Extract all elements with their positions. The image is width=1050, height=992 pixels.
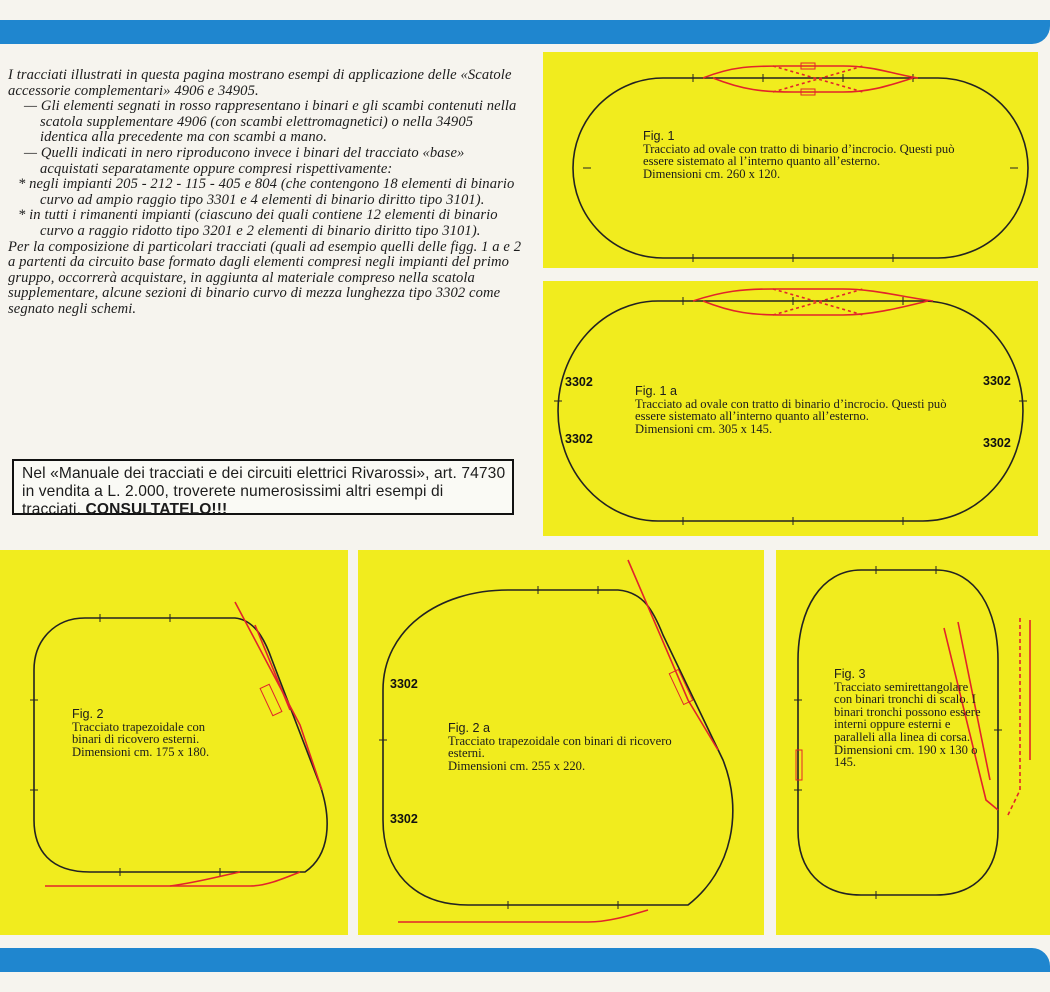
bottom-blue-band [0,948,1050,972]
fig3-caption [834,668,984,769]
fig1a-panel [543,281,1038,536]
fig1a-dims: Dimensioni cm. 305 x 145. [635,421,773,436]
intro-composition-note: Per la composizione di particolari tracciati (quali ad esempio quelli delle figg. 1 a e 2 a partenti da circuito base formato dagli elementi compresi negli impianti del primo gruppo, occorrerà acquistare, in aggiunta al materiale compreso nella scatola supplementare, alcune sezioni di binario curvo di mezza lunghezza tipo 3302 come segnato negli schemi. [8,238,522,317]
fig3-text: Tracciato semirettangolare con binari tronchi di scalo. I binari tronchi possono essere interni oppure esterni e paralleli alla linea di corsa. [834,679,981,744]
fig1-label: Fig. 1 [643,129,675,143]
fig3-dims: Dimensioni cm. 190 x 130 o 145. [834,742,978,770]
fig2a-dims: Dimensioni cm. 255 x 220. [448,758,586,773]
callout-emphasis: CONSULTATELO!!! [85,501,228,518]
fig2-dims: Dimensioni cm. 175 x 180. [72,744,210,759]
intro-paragraph: I tracciati illustrati in questa pagina mostrano esempi di applicazione delle «Scatole accessorie complementari» 4906 e 34905. [8,67,512,99]
fig1a-label-3302-right-top: 3302 [983,374,1011,388]
manual-callout [12,459,514,518]
fig2a-label-3302-top: 3302 [390,677,418,691]
fig2a-text: Tracciato trapezoidale con binari di ricovero esterni. [448,733,672,761]
fig1a-label-3302-right-bottom: 3302 [983,436,1011,450]
fig3-label: Fig. 3 [834,667,866,681]
fig1-caption [643,130,973,180]
fig2a-label: Fig. 2 a [448,721,490,735]
intro-bullet-2: * in tutti i rimanenti impianti (ciascuno dei quali contiene 12 elementi di binario curvo a raggio ridotto tipo 3201 e 2 elementi di binario diritto tipo 3101). [18,207,498,239]
fig1-panel [543,52,1038,268]
fig1-text: Tracciato ad ovale con tratto di binario d’incrocio. Questi può essere sistemato al l’interno quanto all’esterno. [643,141,955,169]
intro-black-note: — Quelli indicati in nero riproducono invece i binari del tracciato «base» acquistati separatamente oppure compresi rispettivamente: [24,144,465,177]
intro-red-note: — Gli elementi segnati in rosso rappresentano i binari e gli scambi contenuti nella scatola supplementare 4906 (con scambi elettromagnetici) o nella 34905 identica alla precedente ma con scambi a mano. [24,98,517,146]
intro-text [8,68,522,318]
fig2a-caption [448,722,708,772]
fig3-panel [776,550,1050,935]
fig1a-caption [635,385,965,435]
fig2-text: Tracciato trapezoidale con binari di ricovero esterni. [72,719,206,747]
fig1a-label-3302-left-bottom: 3302 [565,432,593,446]
fig2-label: Fig. 2 [72,707,104,721]
fig2-panel [0,550,348,935]
fig1-dims: Dimensioni cm. 260 x 120. [643,166,781,181]
callout-text: Nel «Manuale dei tracciati e dei circuiti elettrici Rivarossi», art. 74730 in vendita a L. 2.000, troverete numerosissimi altri esempi di tracciati. [22,465,506,518]
fig2a-panel [358,550,764,935]
fig2-caption [72,708,232,758]
top-blue-band [0,20,1050,44]
intro-bullet-1: * negli impianti 205 - 212 - 115 - 405 e 804 (che contengono 18 elementi di binario curvo ad ampio raggio tipo 3301 e 4 elementi di binario diritto tipo 3101). [18,176,515,208]
fig1a-label: Fig. 1 a [635,384,677,398]
fig1a-text: Tracciato ad ovale con tratto di binario d’incrocio. Questi può essere sistemato all’interno quanto all’esterno. [635,396,947,424]
fig1a-label-3302-left-top: 3302 [565,375,593,389]
fig2a-label-3302-bottom: 3302 [390,812,418,826]
